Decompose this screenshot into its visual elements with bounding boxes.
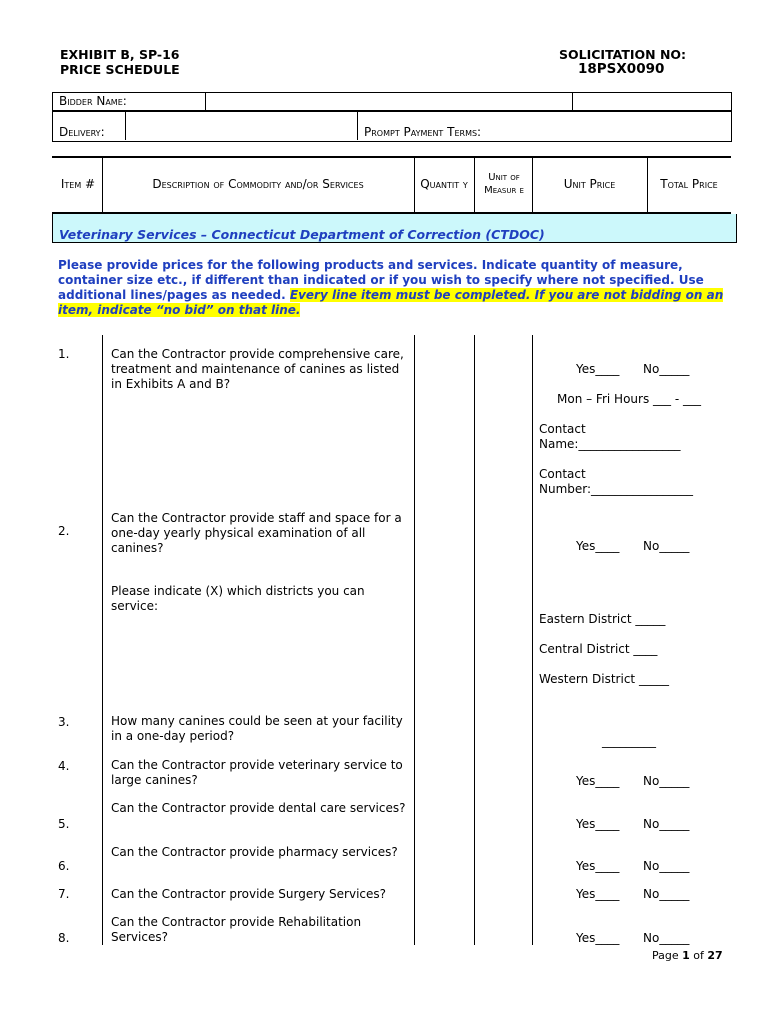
item-description: Can the Contractor provide pharmacy services? bbox=[111, 845, 398, 859]
instructions-highlight: Every line item must be completed. If you are not bidding on an item, indicate “no bid” on that line. bbox=[58, 288, 724, 317]
contact-number-blank[interactable]: Contact Number:_________________ bbox=[539, 467, 694, 496]
item-description: Can the Contractor provide dental care services? bbox=[111, 801, 406, 815]
instructions bbox=[58, 258, 730, 318]
no-blank[interactable]: No_____ bbox=[643, 859, 690, 873]
item-number: 3. bbox=[58, 715, 70, 729]
solicitation-label: SOLICITATION NO: bbox=[559, 47, 687, 62]
item-description: Can the Contractor provide staff and space for a one-day yearly physical examination of all canines? bbox=[111, 511, 402, 555]
contact-name-blank[interactable]: Contact Name:_________________ bbox=[539, 422, 681, 451]
item-description: Can the Contractor provide veterinary service to large canines? bbox=[111, 758, 403, 787]
instructions-text: Please provide prices for the following products and services. Indicate quantity of measure, container size etc., if different than indicated or if you wish to specify where not specified. Use additional lines/pages as needed. bbox=[58, 258, 704, 302]
item-description: Can the Contractor provide Surgery Services? bbox=[111, 887, 387, 901]
section-title: Veterinary Services – Connecticut Department of Correction (CTDOC) bbox=[59, 227, 545, 242]
item-number: 7. bbox=[58, 887, 70, 901]
yes-blank[interactable]: Yes____ bbox=[576, 774, 620, 788]
no-blank[interactable]: No_____ bbox=[643, 774, 690, 788]
exhibit-title: EXHIBIT B, SP-16 bbox=[60, 47, 180, 62]
no-blank[interactable]: No_____ bbox=[643, 817, 690, 831]
solicitation-number: 18PSX0090 bbox=[578, 61, 665, 77]
page-current: 1 bbox=[682, 949, 690, 962]
yes-blank[interactable]: Yes____ bbox=[576, 817, 620, 831]
item-number: 4. bbox=[58, 759, 70, 773]
page-of: of bbox=[693, 949, 704, 962]
bidder-name-field[interactable] bbox=[207, 93, 571, 109]
schedule-title: PRICE SCHEDULE bbox=[60, 62, 180, 77]
yes-blank[interactable]: Yes____ bbox=[576, 887, 620, 901]
eastern-district-blank[interactable]: Eastern District _____ bbox=[539, 612, 666, 626]
col-item: Item # bbox=[60, 177, 96, 191]
item-number: 2. bbox=[58, 524, 70, 538]
item-description: Can the Contractor provide comprehensive care, treatment and maintenance of canines as listed in Exhibits A and B? bbox=[111, 347, 404, 391]
no-blank[interactable]: No_____ bbox=[643, 887, 690, 901]
item-number: 8. bbox=[58, 931, 70, 945]
no-blank[interactable]: No_____ bbox=[643, 539, 690, 553]
hours-blank[interactable]: Mon – Fri Hours ___ - ___ bbox=[557, 392, 701, 406]
page-indicator bbox=[652, 949, 723, 962]
col-total-price: Total Price bbox=[660, 177, 718, 191]
yes-blank[interactable]: Yes____ bbox=[576, 539, 620, 553]
yes-blank[interactable]: Yes____ bbox=[576, 931, 620, 945]
col-description: Description of Commodity and/or Services bbox=[152, 177, 364, 191]
section-banner bbox=[52, 214, 737, 243]
bidder-name-label: Bidder Name: bbox=[59, 94, 127, 108]
col-quantity: Quantit y bbox=[420, 177, 468, 191]
yes-blank[interactable]: Yes____ bbox=[576, 362, 620, 376]
delivery-field[interactable] bbox=[127, 111, 355, 139]
western-district-blank[interactable]: Western District _____ bbox=[539, 672, 669, 686]
col-unit-of-measure: Unit of Measur e bbox=[484, 172, 524, 196]
no-blank[interactable]: No_____ bbox=[643, 362, 690, 376]
central-district-blank[interactable]: Central District ____ bbox=[539, 642, 658, 656]
payment-terms-label: Prompt Payment Terms: bbox=[364, 125, 482, 139]
page-label: Page bbox=[652, 949, 679, 962]
item-description: Can the Contractor provide Rehabilitation Services? bbox=[111, 915, 362, 944]
item-number: 6. bbox=[58, 859, 70, 873]
col-unit-price: Unit Price bbox=[563, 177, 616, 191]
no-blank[interactable]: No_____ bbox=[643, 931, 690, 945]
canines-count-blank[interactable]: _________ bbox=[602, 734, 656, 748]
yes-blank[interactable]: Yes____ bbox=[576, 859, 620, 873]
page-total: 27 bbox=[707, 949, 723, 962]
item-number: 5. bbox=[58, 817, 70, 831]
districts-prompt: Please indicate (X) which districts you can service: bbox=[111, 584, 365, 613]
delivery-label: Delivery: bbox=[59, 125, 105, 139]
item-description: How many canines could be seen at your facility in a one-day period? bbox=[111, 714, 403, 743]
item-number: 1. bbox=[58, 347, 70, 361]
